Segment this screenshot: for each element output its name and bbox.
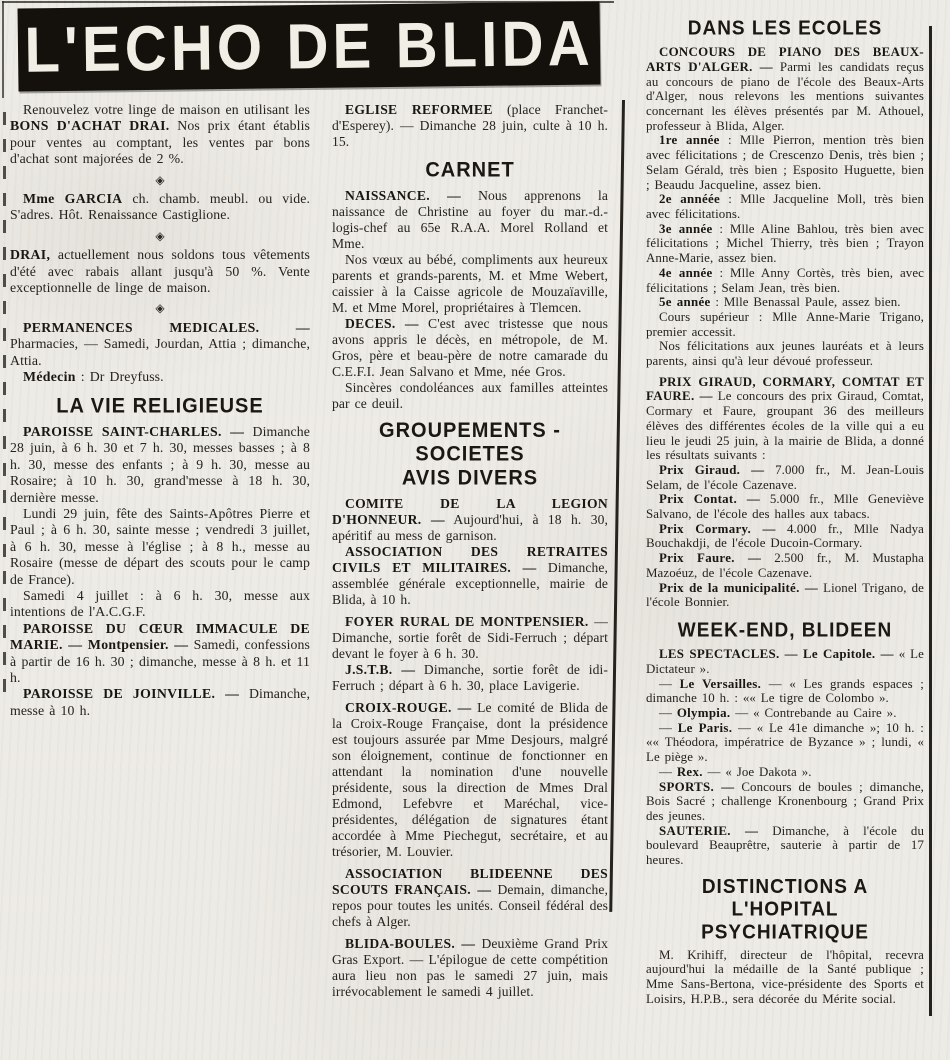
body-text: — « Contrebande au Caire ».: [730, 706, 897, 721]
paragraph: [332, 188, 608, 252]
heading-line: DANS LES ECOLES: [687, 17, 883, 40]
body-text: Samedi, confessions à partir de 16 h. 30 ; dimanche, messe à 8 h. et 11 h.: [10, 637, 310, 685]
newspaper-title: L'ECHO DE BLIDA: [23, 7, 595, 86]
paragraph: [10, 102, 310, 168]
paragraph: [10, 424, 310, 506]
heading-line: AVIS DIVERS: [401, 466, 539, 490]
body-text: 2.500 fr., M. Mustapha Mazoéuz, de l'école Cazenave.: [646, 551, 924, 580]
body-text: Parmi les candidats reçus au concours de piano de l'école des Beaux-Arts d'Alger, nous relevons les mentions suivantes concernant les élèves présentés par M. Athouel, professeur à Blida, Alger.: [646, 59, 924, 133]
bold-lead-text: LES SPECTACLES. — Le Capitole. —: [659, 647, 894, 662]
body-text: : Mlle Aline Bahlou, très bien avec félicitations ; Michel Thierry, très bien ; Trayon Anne-Marie, assez bien.: [646, 221, 924, 266]
body-text: — Dimanche, sortie forêt de Sidi-Ferruch ; départ devant le foyer à 6 h. 30.: [332, 613, 608, 661]
bold-lead-text: 2e annéée: [659, 192, 721, 207]
bold-lead-text: Rex.: [676, 764, 703, 779]
body-text: —: [659, 676, 680, 691]
body-text: Lundi 29 juin, fête des Saints-Apôtres Pierre et Paul ; à 6 h. 30, sainte messe ; vendredi 3 juillet, à 6 h. 30, messe à l'église ; à 8 h., messe au Rosaire (messe de départ des scouts pour le camp de France).: [10, 505, 310, 587]
bold-lead-text: PAROISSE DE JOINVILLE. —: [23, 686, 240, 702]
paragraph: [646, 266, 924, 295]
column-center: [332, 102, 608, 1000]
paragraph: [10, 247, 310, 296]
body-text: —: [659, 764, 677, 779]
bold-lead-text: ASSOCIATION BLIDEENNE DES SCOUTS FRANÇAIS. —: [332, 865, 608, 897]
right-edge-rule: [929, 26, 932, 1016]
paragraph: [646, 192, 924, 221]
bold-lead-text: 5e année: [659, 295, 711, 310]
paragraph: [646, 721, 924, 765]
bold-lead-text: SPORTS. —: [659, 779, 735, 794]
paragraph: [646, 375, 924, 463]
bold-lead-text: BLIDA-BOULES. —: [345, 935, 476, 951]
body-text: C'est avec tristesse que nous avons appris le décès, en métropole, de M. Gros, père et beau-père de notre camarade du C.E.F.I. Jean Salvano et Mme, née Gros.: [332, 316, 609, 380]
body-text: Nos prix étant établis pour ventes au comptant, les ventes par bons d'achat sont majorées de 2 %.: [10, 118, 310, 167]
body-text: Samedi 4 juillet : à 6 h. 30, messe aux intentions de l'A.C.G.F.: [10, 587, 310, 620]
section-heading: [646, 619, 924, 641]
page-border-left: [2, 1, 4, 98]
column-right: [646, 8, 924, 1006]
paragraph: [646, 677, 924, 706]
paragraph: [332, 496, 608, 544]
body-text: « Le Dictateur ».: [646, 647, 924, 676]
paragraph: [10, 191, 310, 224]
bold-lead-text: 4e année: [659, 265, 713, 280]
bold-lead-text: Le Paris.: [677, 720, 733, 735]
bold-lead-text: PRIX GIRAUD, CORMARY, COMTAT ET FAURE. —: [646, 374, 924, 404]
body-text: — « Les grands espaces ; dimanche 10 h. : «« Le tigre de Colombo ».: [646, 676, 924, 706]
paragraph: [10, 588, 310, 621]
body-text: Sincères condoléances aux familles atteintes par ce deuil.: [332, 380, 608, 412]
paragraph: [10, 369, 310, 385]
paragraph: [646, 310, 924, 339]
bold-lead-text: Prix Giraud. —: [659, 462, 765, 477]
paragraph: [646, 706, 924, 721]
body-text: Renouvelez votre linge de maison en utilisant les: [23, 102, 310, 117]
bold-lead-text: Olympia.: [676, 706, 731, 721]
body-text: —: [659, 706, 677, 721]
paragraph: [646, 45, 924, 133]
body-text: Nos félicitations aux jeunes lauréats et à leurs parents, ainsi qu'à leur dévoué professeur.: [646, 339, 924, 369]
bold-lead-text: FOYER RURAL DE MONTPENSIER.: [345, 613, 589, 629]
diamond-ornament-icon: ◈: [155, 301, 165, 316]
body-text: 4.000 fr., Mlle Nadya Bouchakdji, de l'école Ducoin-Cormary.: [646, 521, 925, 551]
body-text: Nos vœux au bébé, compliments aux heureux parents et grands-parents, M. et Mme Webert, caissier à la Caisse agricole de Mouzaïaville, M. et Mme Morel, propriétaires à Tlemcen.: [332, 252, 608, 316]
body-text: 5.000 fr., Mlle Geneviève Salvano, de l'école des halles aux tabacs.: [646, 492, 924, 522]
left-edge-rule: [3, 112, 6, 692]
body-text: Nous apprenons la naissance de Christine au foyer du mar.-d.-logis-chef au 65e R.A.A. Morel Rolland et Mme.: [332, 188, 608, 252]
paragraph: [646, 551, 924, 580]
section-heading: [332, 420, 608, 491]
section-heading: [646, 17, 924, 39]
body-text: Dimanche, sortie forêt de idi-Ferruch ; départ à 6 h. 30, place Lavigerie.: [332, 661, 608, 693]
section-heading: [10, 394, 310, 418]
paragraph: [646, 133, 924, 192]
paragraph: [332, 380, 608, 412]
paragraph: [646, 339, 924, 368]
bold-lead-text: EGLISE REFORMEE: [345, 102, 493, 117]
paragraph: [10, 320, 310, 369]
body-text: Cours supérieur : Mlle Anne-Marie Trigano, premier accessit.: [646, 309, 924, 339]
bold-lead-text: 3e année: [659, 221, 713, 236]
body-text: Le concours des prix Giraud, Comtat, Cormary et Faure, groupant 36 des meilleurs élèves des différentes écoles de la ville qui a eu lieu le jeudi 25 juin, à la mairie de Blida, a donné les résultats suivants :: [646, 389, 924, 463]
column-divider-rule: [609, 100, 625, 912]
bold-lead-text: Prix Contat. —: [659, 492, 761, 507]
masthead: [18, 1, 601, 91]
body-text: 7.000 fr., M. Jean-Louis Selam, de l'école Cazenave.: [646, 462, 924, 492]
paragraph: [646, 581, 924, 610]
body-text: Aujourd'hui, à 18 h. 30, apéritif au mess de garnison.: [332, 511, 608, 543]
body-text: Dimanche, à l'école du boulevard Beauprêtre, sauterie à partir de 17 heures.: [646, 823, 924, 868]
bold-lead-text: Prix Faure. —: [659, 551, 762, 566]
bold-lead-text: CROIX-ROUGE. —: [345, 699, 472, 715]
section-heading: [332, 158, 608, 182]
bold-lead-text: Médecin: [23, 369, 76, 385]
body-text: actuellement nous soldons tous vêtements d'été avec rabais allant jusqu'à 50 %. Vente exceptionnelle de linge de maison.: [10, 247, 310, 296]
body-text: : Mlle Anny Cortès, très bien, avec félicitations ; Selam Jean, très bien.: [646, 265, 924, 295]
body-text: : Mlle Benassal Paule, assez bien.: [710, 295, 901, 310]
bold-lead-text: COMITE DE LA LEGION D'HONNEUR. —: [332, 495, 608, 527]
paragraph: [332, 662, 608, 694]
heading-line: LA VIE RELIGIEUSE: [56, 393, 264, 418]
body-text: Dimanche, messe à 10 h.: [10, 686, 310, 718]
body-text: Lionel Trigano, de l'école Bonnier.: [646, 580, 924, 610]
body-text: — « Joe Dakota ».: [702, 764, 812, 779]
bold-lead-text: CONCOURS DE PIANO DES BEAUX-ARTS D'ALGER. —: [646, 45, 924, 74]
diamond-ornament-icon: ◈: [155, 228, 165, 243]
body-text: Le comité de Blida de la Croix-Rouge Française, dont la présidence est toujours assurée par Mme Desjours, malgré son éloignement, continue de fonctionner en attendant la nomination d'une nouvelle présidente, sous la direction de Mmes Dral Edmond, Lefebvre et Maréchal, vice-présidentes, délégation de signatures étant accordée à Mme Piechegut, secrétaire, et au trésorier, M. Louvier.: [332, 699, 608, 859]
paragraph: [646, 522, 924, 551]
section-heading: [646, 876, 924, 943]
paragraph: [646, 647, 924, 676]
paragraph: [646, 824, 924, 868]
bold-lead-text: NAISSANCE. —: [345, 188, 462, 204]
paragraph: [646, 295, 924, 310]
paragraph: [332, 614, 608, 662]
bold-lead-text: Prix Cormary. —: [659, 521, 776, 536]
body-text: : Dr Dreyfuss.: [75, 369, 164, 385]
body-text: Deuxième Grand Prix Gras Export. — L'épilogue de cette compétition aura lieu non pas le samedi 27 juin, mais irrévocablement le samedi 4 juillet.: [332, 935, 608, 999]
paragraph: [10, 686, 310, 719]
paragraph: [646, 492, 924, 521]
body-text: — « Le 41e dimanche »; 10 h. : «« Théodora, impératrice de Byzance » ; lundi, « Le piège ».: [646, 720, 924, 765]
bold-lead-text: BONS D'ACHAT DRAI.: [10, 118, 170, 134]
paragraph: [332, 316, 608, 380]
column-left: [10, 102, 310, 719]
paragraph: [646, 780, 924, 824]
bold-lead-text: DECES. —: [345, 316, 419, 332]
body-text: Pharmacies, — Samedi, Jourdan, Attia ; dimanche, Attia.: [10, 336, 310, 368]
paragraph: [10, 621, 310, 687]
body-text: : Mlle Jacqueline Moll, très bien avec félicitations.: [646, 192, 924, 221]
body-text: Demain, dimanche, repos pour toutes les unités. Conseil fédéral des chefs à Alger.: [332, 881, 608, 929]
bold-lead-text: Le Versailles.: [679, 676, 762, 691]
body-text: ch. chamb. meubl. ou vide. S'adres. Hôt. Renaissance Castiglione.: [10, 191, 311, 223]
bold-lead-text: Mme GARCIA: [23, 191, 123, 207]
bold-lead-text: PERMANENCES MEDICALES. —: [23, 319, 310, 335]
heading-line: WEEK-END, BLIDEEN: [677, 619, 893, 642]
heading-line: CARNET: [425, 158, 515, 182]
bold-lead-text: DRAI,: [10, 247, 51, 263]
body-text: Dimanche, assemblée générale exceptionnelle, mairie de Blida, à 10 h.: [332, 559, 608, 607]
bold-lead-text: SAUTERIE. —: [659, 823, 759, 838]
bold-lead-text: PAROISSE DU CŒUR IMMACULE DE MARIE. — Montpensier. —: [10, 620, 310, 653]
bold-lead-text: ASSOCIATION DES RETRAITES CIVILS ET MILITAIRES. —: [332, 543, 608, 575]
heading-line: GROUPEMENTS - SOCIETES: [379, 419, 561, 467]
body-text: Dimanche 28 juin, à 6 h. 30 et 7 h. 30, messes basses ; à 8 h. 30, messe des enfants ; à 9 h. 30, messe au Rosaire; à 10 h. 30, grand'messe à 18 h. 30, dernière messe.: [10, 423, 311, 505]
paragraph: [332, 102, 608, 150]
paragraph: [332, 936, 608, 1000]
body-text: —: [659, 720, 678, 735]
bold-lead-text: Prix de la municipalité. —: [659, 580, 819, 595]
body-text: Concours de boules ; dimanche, Bois Sacré ; challenge Kronenbourg ; Grand Prix des jeunes.: [646, 779, 925, 823]
diamond-ornament-icon: ◈: [155, 172, 165, 187]
paragraph: [332, 544, 608, 608]
body-text: M. Krihiff, directeur de l'hôpital, recevra aujourd'hui la médaille de la Santé publique ; Mme Sans-Bertona, vice-présidente des Sports et Loisirs, H.P.B., sera décorée du Mérite social.: [646, 947, 924, 1006]
paragraph: [332, 252, 608, 316]
paragraph: [646, 948, 924, 1007]
heading-line: DISTINCTIONS A L'HOPITAL: [701, 876, 869, 921]
body-text: (place Franchet-d'Esperey). — Dimanche 28 juin, culte à 10 h. 15.: [332, 102, 608, 149]
body-text: : Mlle Pierron, mention très bien avec félicitations ; de Crescenzo Denis, très bien ; Selam Gérald, très bien ; Esposito Huguette, bien ; Beaudu Jacqueline, assez bien.: [646, 133, 925, 192]
paragraph: [646, 765, 924, 780]
paragraph: [332, 866, 608, 930]
paragraph: [646, 222, 924, 266]
paragraph: [646, 463, 924, 492]
paragraph: [332, 700, 608, 860]
bold-lead-text: PAROISSE SAINT-CHARLES. —: [23, 423, 245, 439]
heading-line: PSYCHIATRIQUE: [701, 920, 869, 943]
paragraph: [10, 506, 310, 588]
bold-lead-text: J.S.T.B. —: [345, 661, 416, 677]
bold-lead-text: 1re année: [659, 133, 720, 148]
